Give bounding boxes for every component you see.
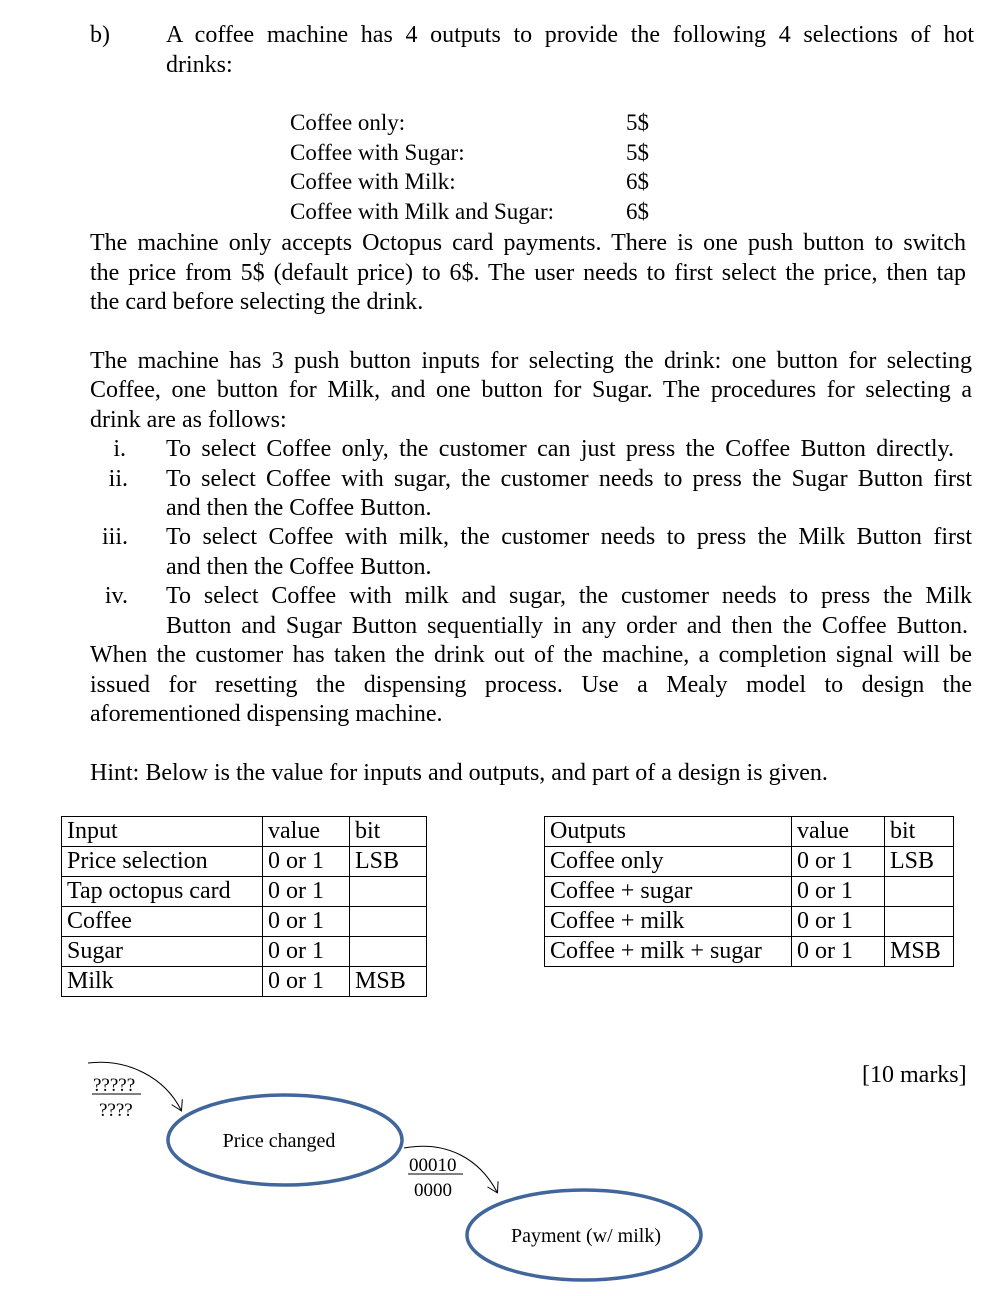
table-cell: MSB [885, 937, 954, 967]
price-item-name: Coffee with Milk and Sugar: [290, 199, 555, 224]
table-cell: Coffee only [545, 847, 792, 877]
price-item-value: 6$ [626, 169, 649, 194]
payment-line-3: the card before selecting the drink. [90, 289, 424, 315]
table-header-cell: bit [350, 817, 427, 847]
table-cell: Milk [62, 967, 263, 997]
table-cell: 0 or 1 [263, 907, 350, 937]
state-payment-milk-label: Payment (w/ milk) [511, 1225, 661, 1247]
payment-line-1: The machine only accepts Octopus card payments. There is one push button to switch [90, 230, 966, 256]
table-header-cell: Input [62, 817, 263, 847]
procedure-text: To select Coffee with milk and sugar, the customer needs to press the Milk [166, 583, 972, 609]
transition-output: 0000 [414, 1180, 452, 1201]
table-cell: 0 or 1 [792, 847, 885, 877]
transition-input: 00010 [409, 1155, 457, 1176]
table-cell: MSB [350, 967, 427, 997]
price-item-value: 6$ [626, 199, 649, 224]
table-cell: Price selection [62, 847, 263, 877]
procedure-text: and then the Coffee Button. [166, 495, 432, 521]
table-cell: 0 or 1 [263, 937, 350, 967]
price-item-name: Coffee only: [290, 110, 406, 135]
table-cell: Coffee [62, 907, 263, 937]
table-cell: Coffee + sugar [545, 877, 792, 907]
procedure-text: Button and Sugar Button sequentially in any order and then the Coffee Button. [166, 613, 968, 639]
procedure-number: iii. [101, 524, 128, 550]
table-cell: Coffee + milk + sugar [545, 937, 792, 967]
price-item-name: Coffee with Sugar: [290, 140, 465, 165]
buttons-line-1: The machine has 3 push button inputs for selecting the drink: one button for selecting [90, 348, 972, 374]
table-cell: 0 or 1 [792, 937, 885, 967]
intro-line-1: A coffee machine has 4 outputs to provide the following 4 selections of hot [166, 22, 974, 48]
entry-transition-output: ???? [99, 1100, 133, 1121]
procedure-text: To select Coffee with milk, the customer needs to press the Milk Button first [166, 524, 972, 550]
procedure-number: ii. [108, 466, 128, 492]
table-cell: 0 or 1 [263, 847, 350, 877]
table-cell: 0 or 1 [792, 877, 885, 907]
table-header-cell: bit [885, 817, 954, 847]
completion-line-2: issued for resetting the dispensing process. Use a Mealy model to design the [90, 672, 972, 698]
table-cell: Tap octopus card [62, 877, 263, 907]
table-cell: 0 or 1 [792, 907, 885, 937]
marks-label: [10 marks] [862, 1062, 967, 1088]
buttons-line-3: drink are as follows: [90, 407, 287, 433]
price-item-value: 5$ [626, 140, 649, 165]
intro-line-2: drinks: [166, 52, 233, 78]
completion-line-3: aforementioned dispensing machine. [90, 701, 443, 727]
table-cell: LSB [350, 847, 427, 877]
procedure-text: To select Coffee with sugar, the customer needs to press the Sugar Button first [166, 466, 972, 492]
table-header-cell: value [792, 817, 885, 847]
hint-text: Hint: Below is the value for inputs and outputs, and part of a design is given. [90, 760, 828, 786]
entry-transition-input: ????? [93, 1075, 136, 1096]
completion-line-1: When the customer has taken the drink out of the machine, a completion signal will be [90, 642, 972, 668]
table-header-cell: value [263, 817, 350, 847]
table-cell: Sugar [62, 937, 263, 967]
table-cell: 0 or 1 [263, 967, 350, 997]
table-cell: LSB [885, 847, 954, 877]
procedure-text: To select Coffee only, the customer can just press the Coffee Button directly. [166, 436, 954, 462]
price-item-value: 5$ [626, 110, 649, 135]
state-price-changed-label: Price changed [222, 1130, 336, 1152]
price-item-name: Coffee with Milk: [290, 169, 456, 194]
table-cell: 0 or 1 [263, 877, 350, 907]
part-label: b) [90, 22, 110, 48]
procedure-text: and then the Coffee Button. [166, 554, 432, 580]
buttons-line-2: Coffee, one button for Milk, and one button for Sugar. The procedures for selecting a [90, 377, 972, 403]
payment-line-2: the price from 5$ (default price) to 6$. The user needs to first select the price, then tap [90, 260, 966, 286]
procedure-number: i. [113, 436, 126, 462]
procedure-number: iv. [104, 583, 128, 609]
table-cell: Coffee + milk [545, 907, 792, 937]
table-header-cell: Outputs [545, 817, 792, 847]
